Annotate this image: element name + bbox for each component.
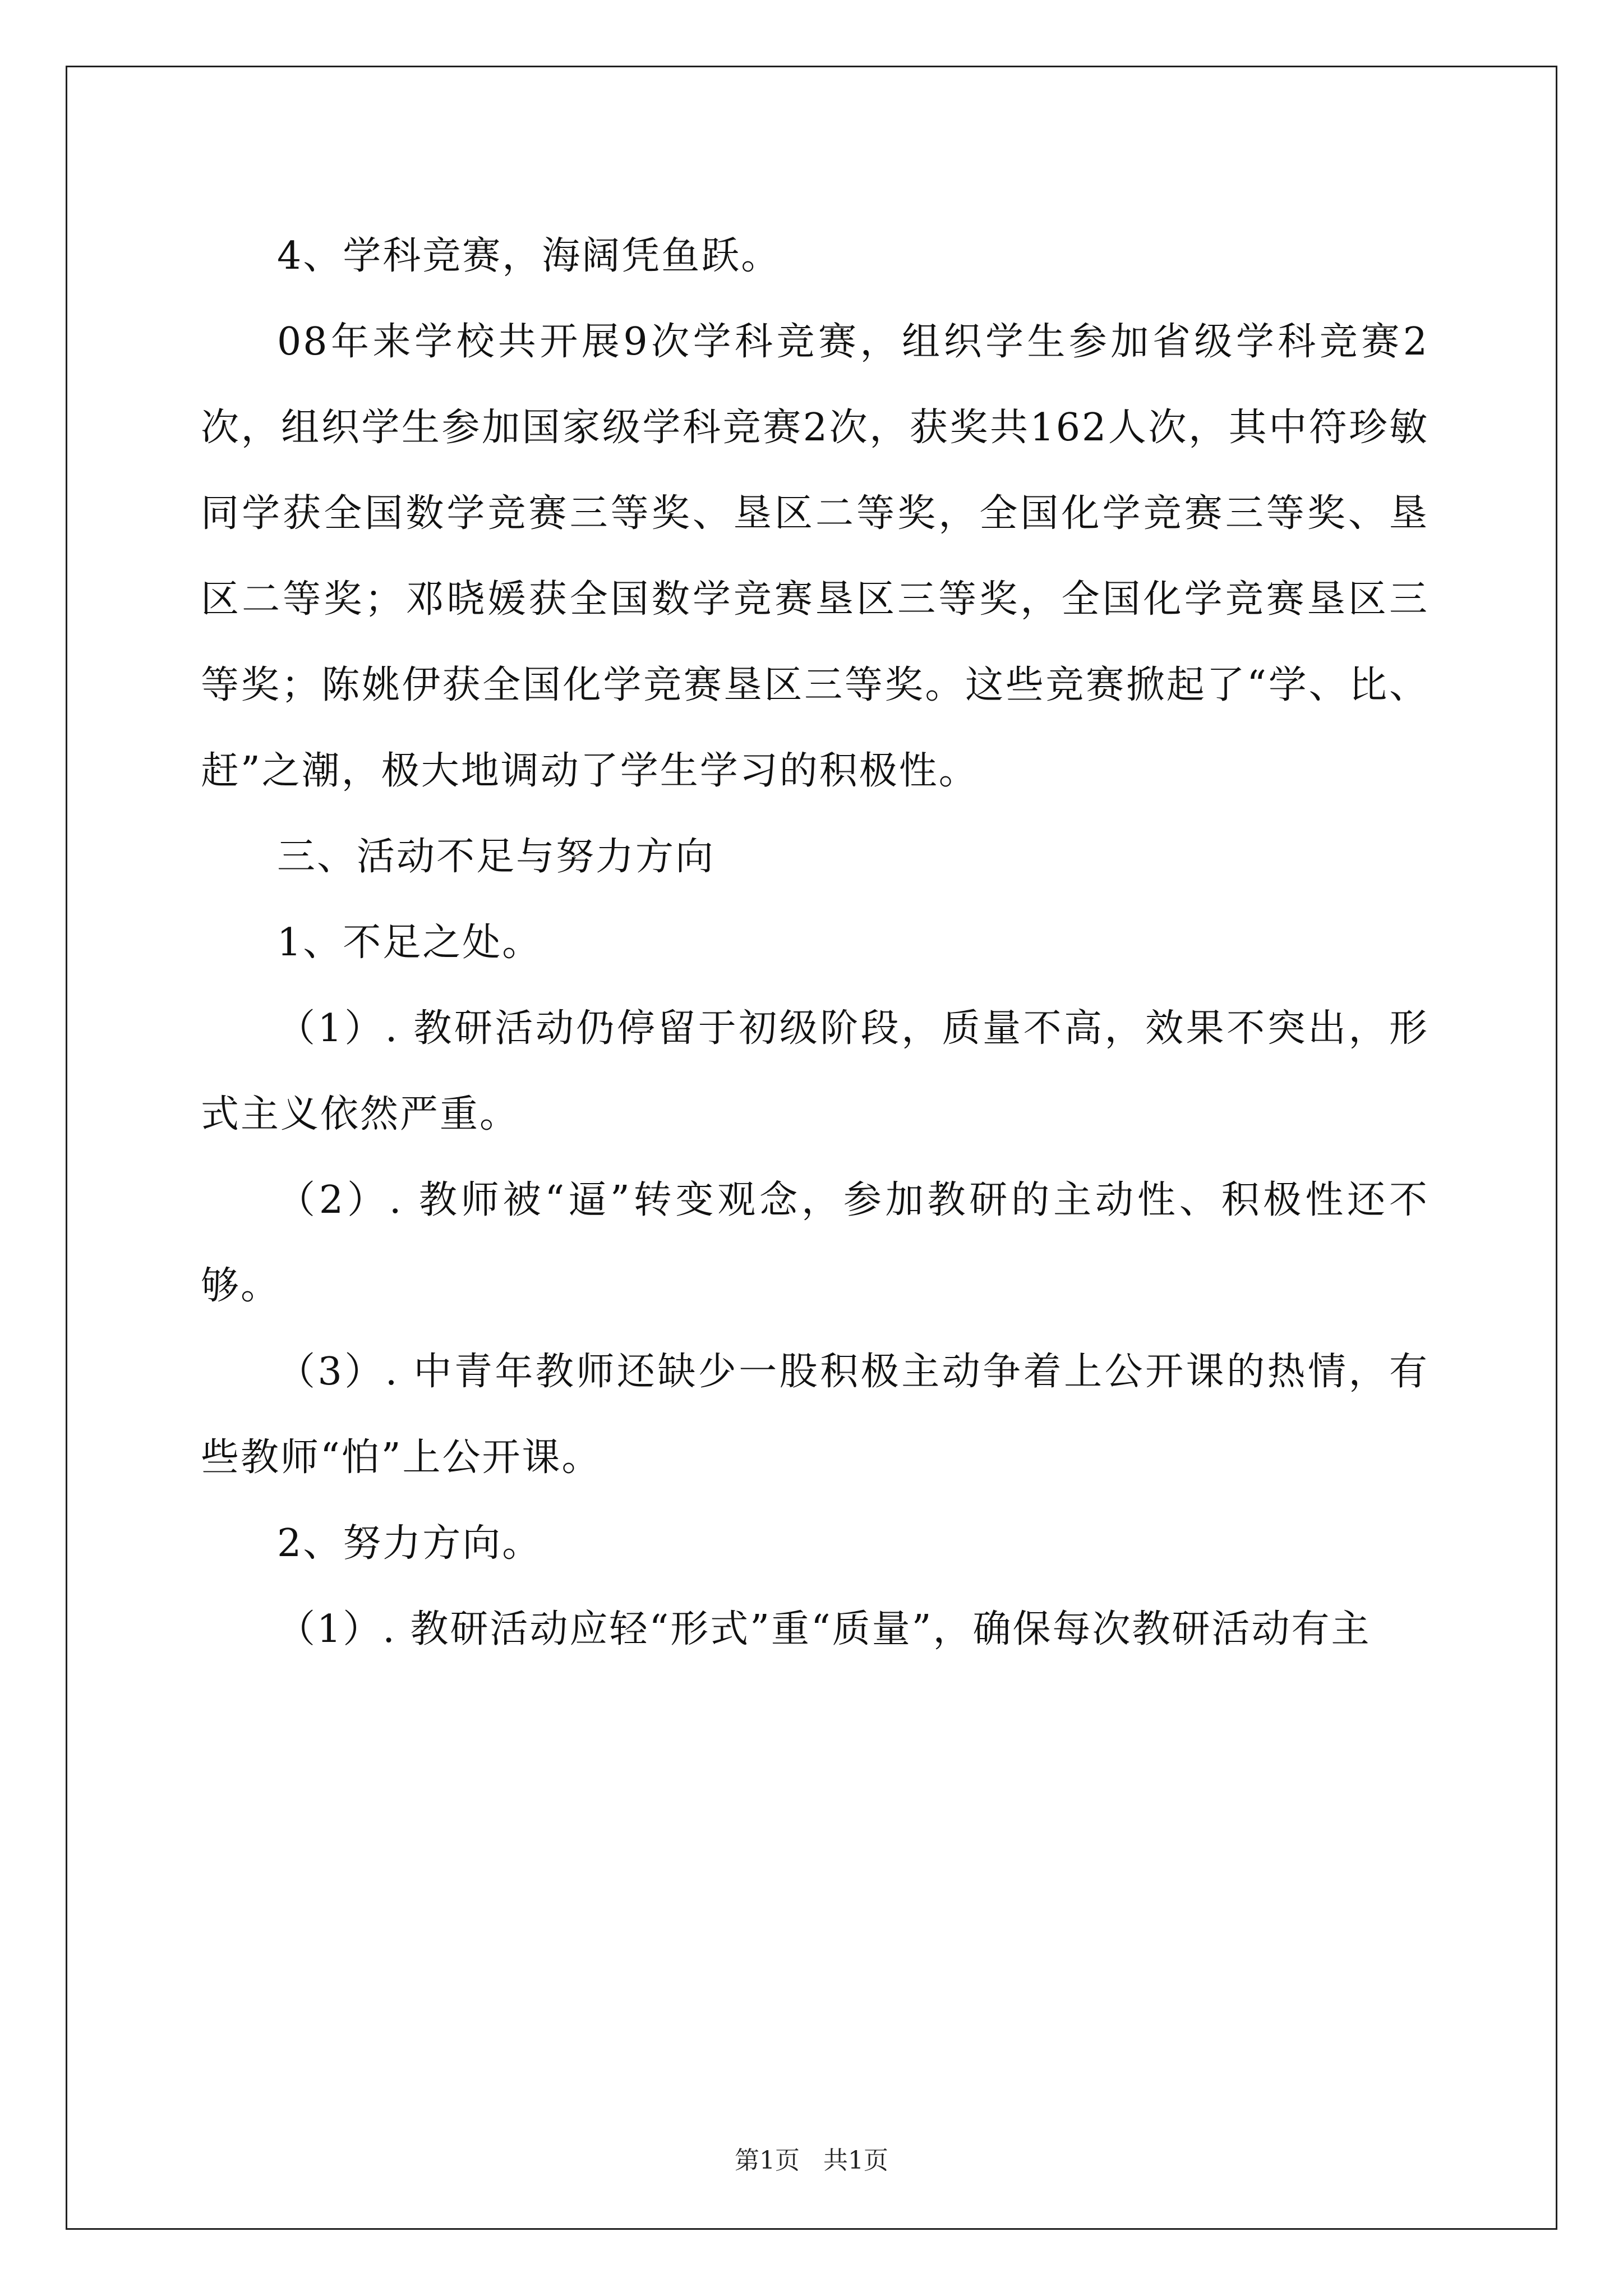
paragraph-direction-heading: 2、努力方向。 [277, 1521, 542, 1566]
document-body [201, 213, 1429, 1672]
paragraph-competition-results: 08年来学校共开展9次学科竞赛，组织学生参加省级学科竞赛2次，组织学生参加国家级学科竞赛2次，获奖共162人次，其中符珍敏同学获全国数学竞赛三等奖、垦区二等奖，全国化学竞赛三等奖、垦区二等奖；邓晓媛获全国数学竞赛垦区三等奖，全国化学竞赛垦区三等奖；陈姚伊获全国化学竞赛垦区三等奖。这些竞赛掀起了“学、比、赶”之潮，极大地调动了学生学习的积极性。 [201, 320, 1429, 793]
paragraph-shortcoming-3: （3）. 中青年教师还缺少一股积极主动争着上公开课的热情，有些教师“怕”上公开课。 [201, 1350, 1429, 1480]
paragraph-shortcomings-heading: 1、不足之处。 [277, 921, 542, 965]
page-total: 共1页 [823, 2146, 888, 2175]
paragraph-direction-1: （1）. 教研活动应轻“形式”重“质量”，确保每次教研活动有主 [277, 1607, 1371, 1651]
paragraph-shortcoming-1: （1）. 教研活动仍停留于初级阶段，质量不高，效果不突出，形式主义依然严重。 [201, 1006, 1429, 1137]
paragraph-section-three-heading: 三、活动不足与努力方向 [277, 835, 716, 879]
page-number: 第1页 [735, 2146, 800, 2175]
paragraph-shortcoming-2: （2）. 教师被“逼”转变观念，参加教研的主动性、积极性还不够。 [201, 1178, 1429, 1308]
page-footer [0, 2144, 1623, 2178]
paragraph-subject-competition-heading: 4、学科竞赛，海阔凭鱼跃。 [277, 234, 781, 278]
